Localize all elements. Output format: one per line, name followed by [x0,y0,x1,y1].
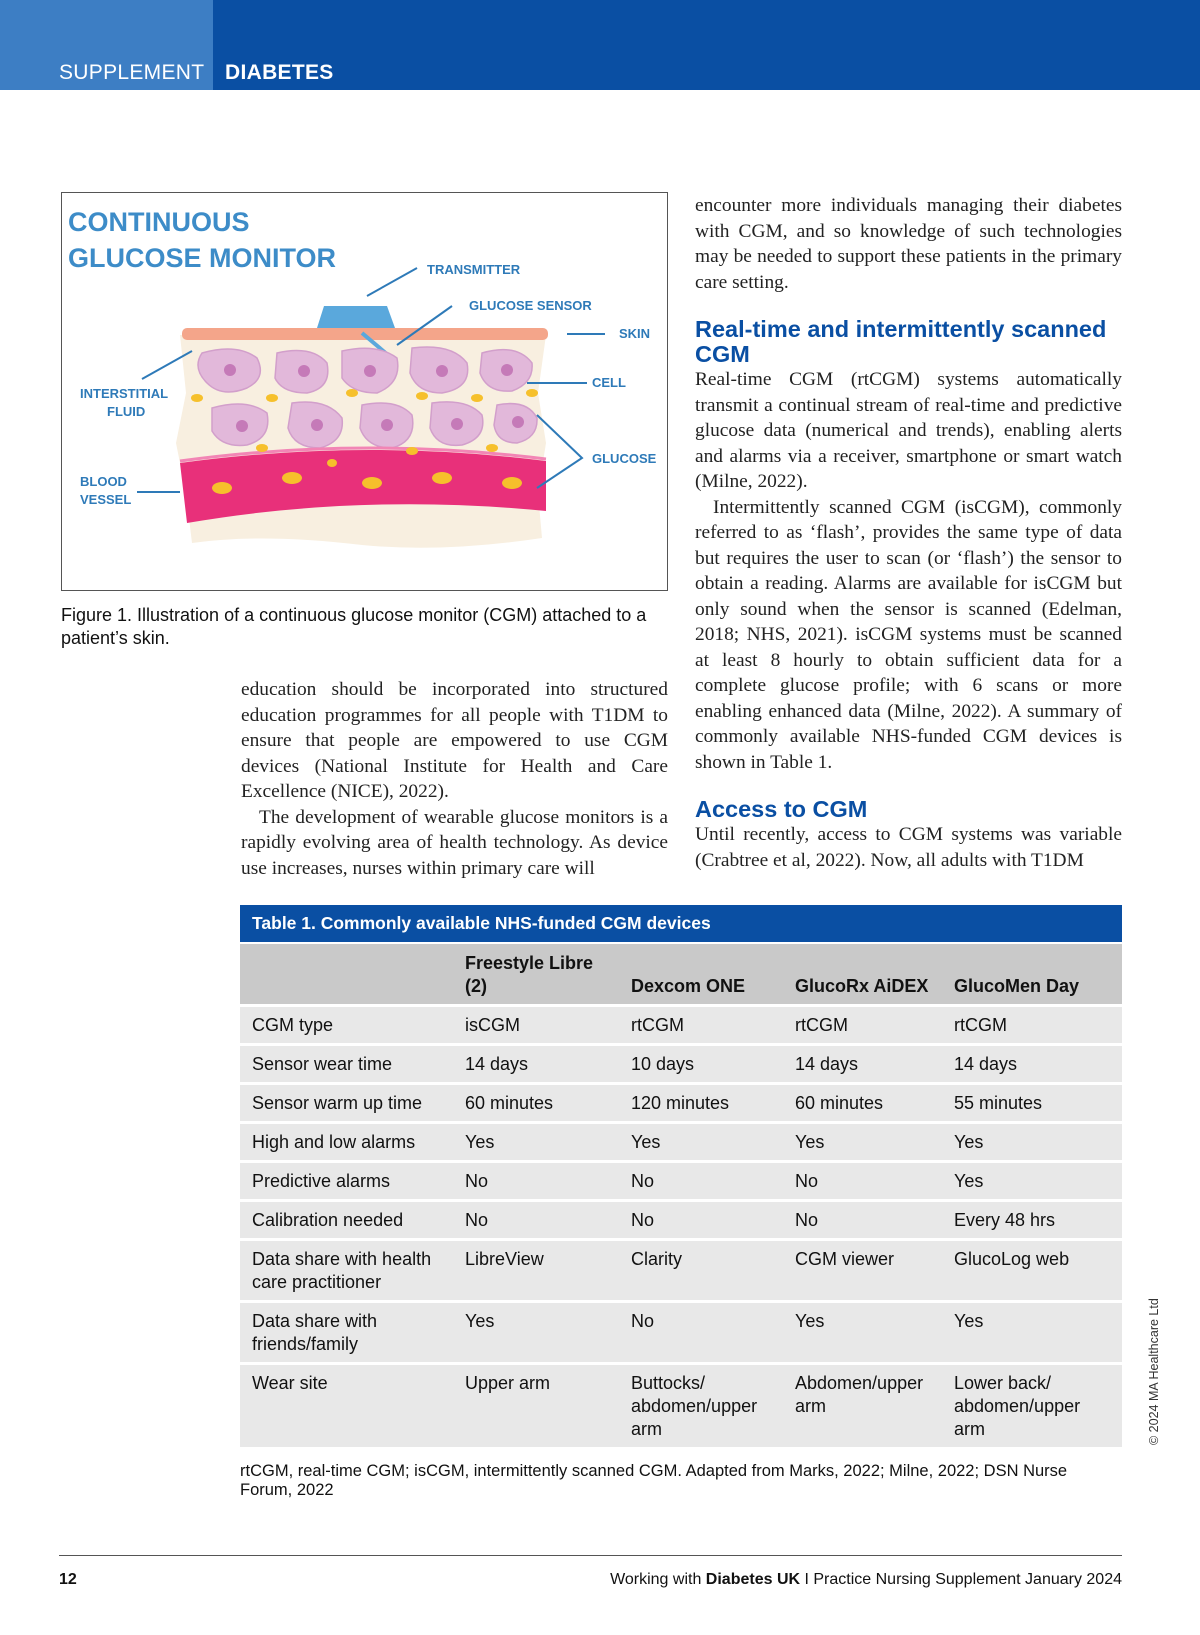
table-cell: Data share with health care practitioner [240,1240,453,1302]
table-cell: GlucoLog web [942,1240,1122,1302]
table-cell: 60 minutes [783,1084,942,1123]
table-cell: 14 days [783,1045,942,1084]
label-interstitial-1: INTERSTITIAL [80,386,169,401]
topic-label: DIABETES [225,61,334,84]
section-heading-access: Access to CGM [695,796,868,822]
table-cell: 60 minutes [453,1084,619,1123]
label-skin: SKIN [619,326,651,341]
table-row [240,1302,1122,1364]
paragraph: The development of wearable glucose monitors is a rapidly evolving area of health technology. As device use increases, nurses within primary care will [241,806,668,879]
table-cell: rtCGM [942,1006,1122,1045]
table-cell: rtCGM [619,1006,783,1045]
transmitter-shape [317,306,395,328]
table-row [240,1162,1122,1201]
table-row [240,1123,1122,1162]
column-header: Freestyle Libre (2) [453,943,619,1006]
table-row [240,1006,1122,1045]
paragraph: Real-time CGM (rtCGM) systems automatically transmit a continual stream of real-time and predictive glucose data (numerical and trends), enabling alerts and alarms via a receiver, smartphone or smart watch (Milne, 2022). [695,369,1122,492]
column-header: GlucoMen Day [942,943,1122,1006]
table-cell: No [619,1302,783,1364]
table-cell: 10 days [619,1045,783,1084]
table-cell: 14 days [942,1045,1122,1084]
label-interstitial-2: FLUID [107,404,146,419]
table-footnote: rtCGM, real-time CGM; isCGM, intermittently scanned CGM. Adapted from Marks, 2022; Milne, 2022; DSN Nurse Forum, 2022 [240,1462,1068,1499]
label-glucose: GLUCOSE [592,451,657,466]
figure-caption: Figure 1. Illustration of a continuous glucose monitor (CGM) attached to a patient’s skin. [61,605,647,648]
table-cell: Data share with friends/family [240,1302,453,1364]
cgm-devices-table [240,905,1122,1447]
paragraph: encounter more individuals managing their diabetes with CGM, and so knowledge of such technologies may be needed to support these patients in the primary care setting. [695,195,1122,293]
table-cell: rtCGM [783,1006,942,1045]
label-cell: CELL [592,375,626,390]
supplement-label: SUPPLEMENT [59,61,205,84]
table-cell: Yes [783,1302,942,1364]
paragraph: education should be incorporated into structured education programmes for all people with T1DM to ensure that people are empowered to use CGM devices (National Institute for Health and Care Excellence (NICE), 2022). [241,679,668,802]
table-cell: 55 minutes [942,1084,1122,1123]
cgm-diagram [62,193,667,590]
table-cell: No [453,1201,619,1240]
table-cell: Yes [453,1302,619,1364]
label-transmitter: TRANSMITTER [427,262,521,277]
table-cell: Sensor wear time [240,1045,453,1084]
table-row [240,1364,1122,1448]
text-column-right [695,193,1122,873]
table-cell: Yes [783,1123,942,1162]
table-cell: Calibration needed [240,1201,453,1240]
table-row [240,1201,1122,1240]
table-cell: Yes [942,1123,1122,1162]
table-row [240,1045,1122,1084]
table-cell: Yes [619,1123,783,1162]
label-blood-2: VESSEL [80,492,132,507]
table-cell: isCGM [453,1006,619,1045]
figure-title-line2: GLUCOSE MONITOR [68,243,337,273]
paragraph: Intermittently scanned CGM (isCGM), commonly referred to as ‘flash’, provides the same type of data but requires the user to scan (or ‘flash’) the sensor to obtain a reading. Alarms are available for isCGM but only sound when the sensor is scanned (Edelman, 2018; NHS, 2021). isCGM systems must be scanned at least 8 hourly to obtain sufficient data for a complete glucose profile; with 6 scans or more enabling enhanced data (Milne, 2022). A summary of commonly available NHS-funded CGM devices is shown in Table 1. [695,496,1122,773]
table-cell: LibreView [453,1240,619,1302]
table-cell: No [783,1162,942,1201]
table-cell: Abdomen/upper arm [783,1364,942,1448]
table-cell: High and low alarms [240,1123,453,1162]
table-cell: Buttocks/ abdomen/upper arm [619,1364,783,1448]
copyright-notice: © 2024 MA Healthcare Ltd [1147,1298,1161,1445]
table-cell: No [783,1201,942,1240]
column-header: Dexcom ONE [619,943,783,1006]
paragraph: Until recently, access to CGM systems was variable (Crabtree et al, 2022). Now, all adults with T1DM [695,824,1122,871]
section-heading-realtime: Real-time and intermittently scanned CGM [695,316,1107,367]
table-cell: CGM type [240,1006,453,1045]
figure-cgm-illustration [61,192,668,591]
table-cell: Upper arm [453,1364,619,1448]
text-column-left [241,677,668,881]
table-cell: Lower back/ abdomen/upper arm [942,1364,1122,1448]
table-header-row [240,943,1122,1006]
table-row [240,1084,1122,1123]
footer-brand: Diabetes UK [705,1571,801,1588]
table-cell: Wear site [240,1364,453,1448]
column-header: GlucoRx AiDEX [783,943,942,1006]
label-glucose-sensor: GLUCOSE SENSOR [469,298,592,313]
figure-title-line1: CONTINUOUS [68,207,250,237]
label-blood-1: BLOOD [80,474,127,489]
footer-rule [59,1555,1122,1556]
table-cell: Sensor warm up time [240,1084,453,1123]
table-cell: No [453,1162,619,1201]
header-bar [0,0,1200,90]
table-title: Table 1. Commonly available NHS-funded CGM devices [240,905,1122,943]
table-cell: CGM viewer [783,1240,942,1302]
table-cell: No [619,1201,783,1240]
table-cell: Clarity [619,1240,783,1302]
table-cell: Yes [942,1302,1122,1364]
table-row [240,1240,1122,1302]
table-cell: No [619,1162,783,1201]
table-cell: Predictive alarms [240,1162,453,1201]
table-cell: Yes [942,1162,1122,1201]
footer-prefix: Working with [610,1571,706,1588]
table-cell: 120 minutes [619,1084,783,1123]
footer-suffix: I Practice Nursing Supplement January 2024 [800,1571,1122,1588]
page-number: 12 [59,1571,77,1588]
column-header [240,943,453,1006]
table-cell: Yes [453,1123,619,1162]
footer-publication [610,1571,1122,1589]
table-cell: Every 48 hrs [942,1201,1122,1240]
table-cell: 14 days [453,1045,619,1084]
